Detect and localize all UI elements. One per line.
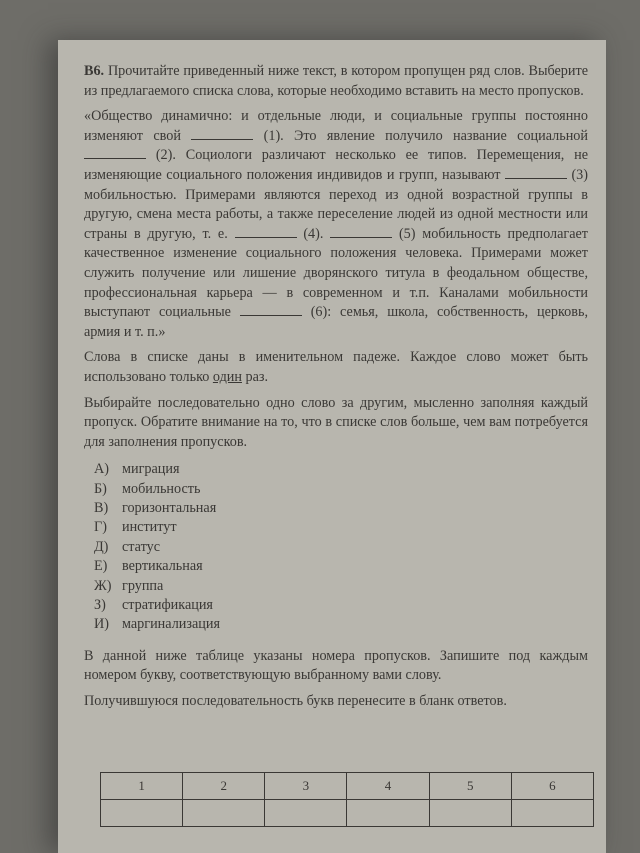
quote-part: (5) мобильность предполагает качественное изменение социального положения человека. Примерами может служить получение или лишение дворянского титула в феодальном обществе, профессиональная карьера — в современном и т.п. Каналами мобильности выступают социальные [84, 225, 588, 321]
note-paragraph [84, 348, 588, 387]
option-word: маргинализация [122, 616, 220, 633]
quote-part: (3) мобильностью. Примерами являются переход из одной возрастной группы в другую, смена места работы, а также переселение людей из одной местности или страны в другую, т. е. [84, 166, 588, 242]
option-word: вертикальная [122, 558, 203, 575]
quote-part: (1). Это явление получило название социальной [253, 127, 588, 144]
blank-3 [505, 166, 567, 179]
answer-header-cell: 3 [265, 773, 347, 800]
option-item [94, 577, 588, 596]
option-word: статус [122, 538, 161, 555]
options-list [94, 460, 588, 635]
answer-cell-5[interactable] [429, 800, 511, 827]
option-word: горизонтальная [122, 500, 217, 517]
option-item [94, 557, 588, 576]
option-word: группа [122, 577, 164, 594]
quote-part: (4). [296, 225, 331, 242]
option-item [94, 518, 588, 537]
note-text-end: раз. [241, 368, 269, 385]
blank-2 [84, 146, 146, 159]
option-letter: Е) [94, 558, 108, 575]
option-letter: Ж) [94, 577, 112, 594]
option-letter: Г) [94, 519, 107, 536]
blank-1 [191, 127, 253, 140]
blank-6 [240, 303, 302, 316]
answer-header-cell: 2 [183, 773, 265, 800]
option-word: институт [122, 519, 177, 536]
option-item [94, 480, 588, 499]
answer-cell-4[interactable] [347, 800, 429, 827]
option-item [94, 499, 588, 518]
quote-part: «Общество динамично: и отдельные люди, и социальные группы постоянно изменяют свой [84, 108, 588, 144]
answer-cell-2[interactable] [183, 800, 265, 827]
instruction-text: Прочитайте приведенный ниже текст, в котором пропущен ряд слов. Выберите из предлагаемого списка слова, которые необходимо вставить на место пропусков. [84, 63, 588, 99]
answer-header-cell: 1 [101, 773, 183, 800]
option-item [94, 615, 588, 634]
instruction-paragraph [84, 62, 588, 101]
quote-part: (2). Социологи различают несколько ее типов. Перемещения, не изменяющие социального положения индивидов и групп, называют [84, 147, 588, 183]
task-number: В6. [84, 63, 105, 79]
option-letter: А) [94, 461, 109, 478]
document-page [58, 40, 606, 853]
task-text [84, 62, 588, 718]
answer-header-cell: 4 [347, 773, 429, 800]
quote-part: (6): семья, школа, собственность, церковь, армия и т. п.» [84, 304, 588, 340]
option-letter: Д) [94, 538, 109, 555]
choose-paragraph: Выбирайте последовательно одно слово за другим, мысленно заполняя каждый пропуск. Обратите внимание на то, что в списке слов больше, чем вам потребуется для заполнения пропусков. [84, 394, 588, 450]
blank-4 [235, 225, 297, 238]
option-item [94, 538, 588, 557]
answer-cell-6[interactable] [511, 800, 593, 827]
answer-table [100, 772, 594, 827]
option-letter: В) [94, 500, 109, 517]
option-word: миграция [122, 461, 180, 478]
option-word: стратификация [122, 597, 213, 614]
option-item [94, 596, 588, 615]
answer-cell-1[interactable] [101, 800, 183, 827]
option-letter: З) [94, 597, 106, 614]
answer-cell-3[interactable] [265, 800, 347, 827]
table-intro-paragraph: В данной ниже таблице указаны номера пропусков. Запишите под каждым номером букву, соответствующую выбранному вами слову. [84, 647, 588, 684]
option-letter: Б) [94, 480, 107, 497]
answer-table-header-row [101, 773, 594, 800]
quote-paragraph [84, 107, 588, 342]
option-item [94, 460, 588, 479]
answer-table-input-row [101, 800, 594, 827]
option-letter: И) [94, 616, 109, 633]
blank-5 [330, 225, 392, 238]
note-text: Слова в списке даны в именительном падеже. Каждое слово может быть использовано только [84, 349, 588, 385]
answer-header-cell: 5 [429, 773, 511, 800]
note-underlined: один [212, 368, 242, 385]
transfer-paragraph: Получившуюся последовательность букв перенесите в бланк ответов. [84, 692, 507, 709]
option-word: мобильность [122, 480, 201, 497]
answer-header-cell: 6 [511, 773, 593, 800]
